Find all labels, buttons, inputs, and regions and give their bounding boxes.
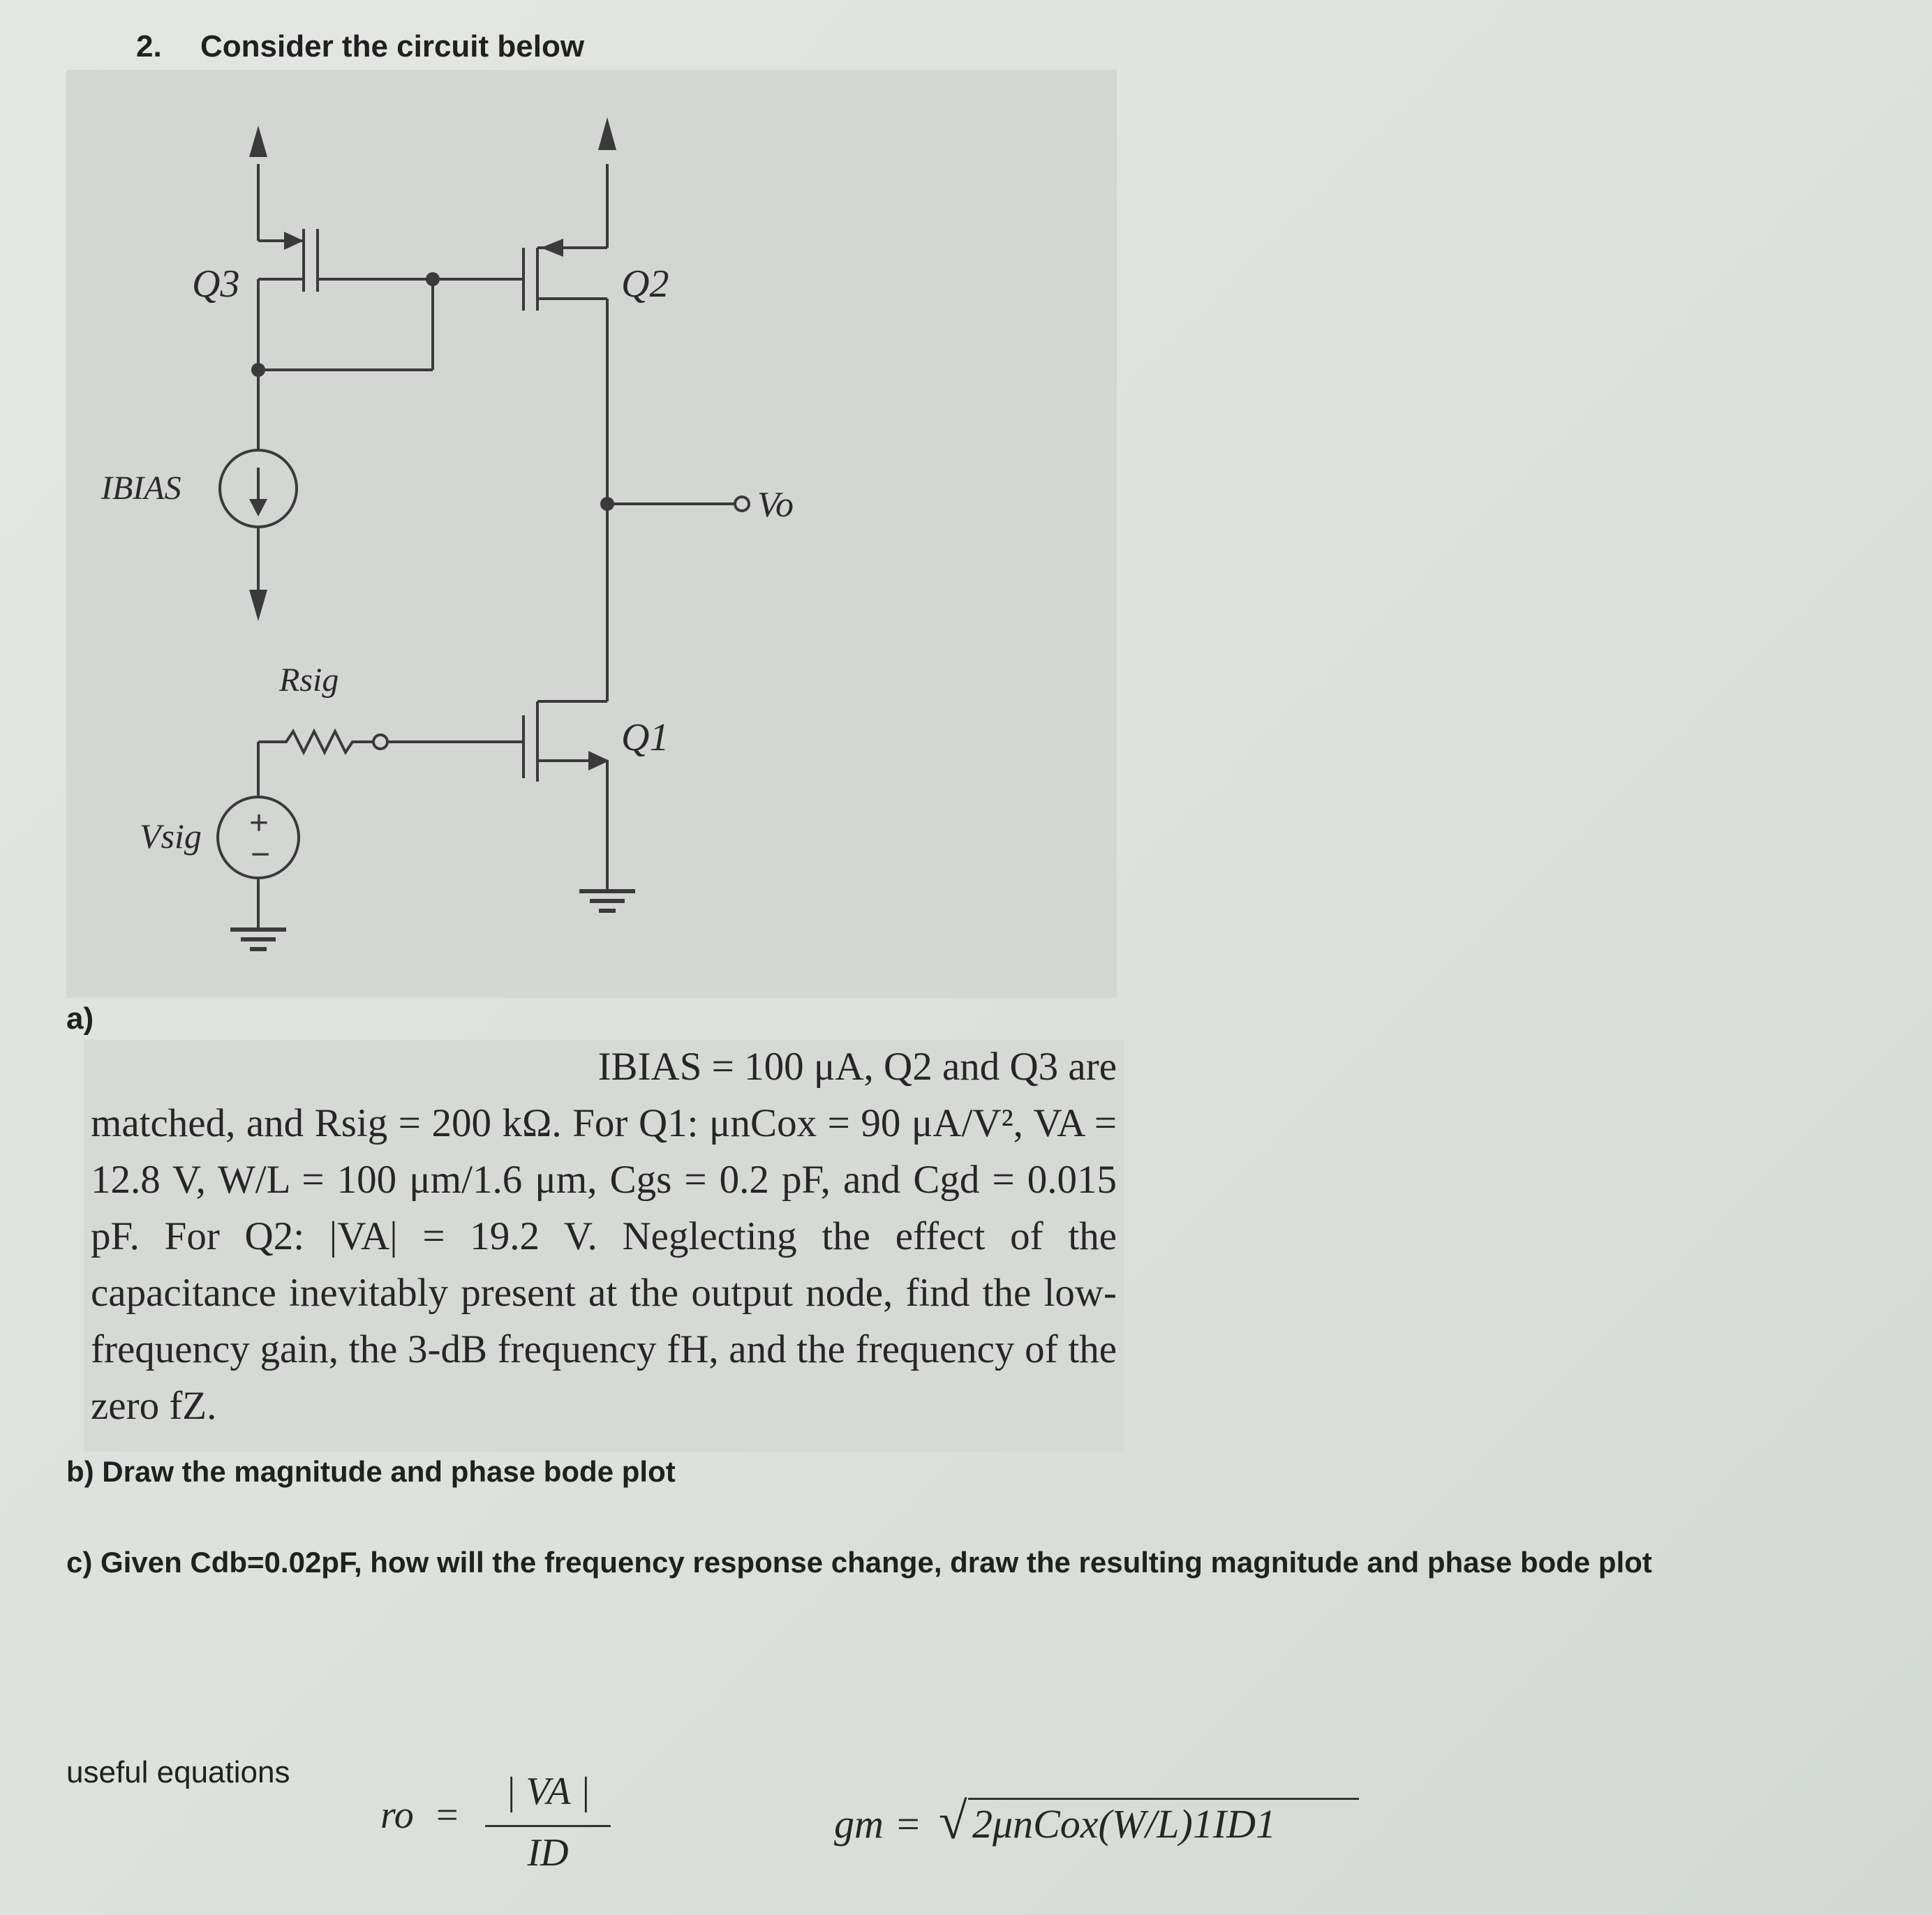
ro-denominator: ID xyxy=(527,1831,569,1875)
question-number: 2. xyxy=(136,29,162,64)
ro-numerator: | VA | xyxy=(505,1770,591,1813)
gm-equals: = xyxy=(897,1801,920,1847)
gm-equation xyxy=(834,1794,1365,1870)
circuit-figure xyxy=(66,70,1117,998)
q2-label: Q2 xyxy=(621,262,669,306)
vo-label: Vo xyxy=(757,485,794,525)
question-title: Consider the circuit below xyxy=(200,29,585,64)
ro-equals: = xyxy=(436,1794,459,1837)
question-heading xyxy=(136,29,584,64)
gm-lhs: gm xyxy=(834,1801,884,1847)
ro-equation xyxy=(380,1769,611,1881)
square-root-bar xyxy=(968,1798,1359,1800)
gm-rhs: 2μnCox(W/L)1ID1 xyxy=(972,1801,1277,1847)
ro-lhs: ro xyxy=(380,1794,414,1837)
vsig-plus-sign: + xyxy=(249,805,269,842)
part-b-prompt: b) Draw the magnitude and phase bode plot xyxy=(66,1455,676,1488)
part-a-label: a) xyxy=(66,1001,94,1036)
q1-label: Q1 xyxy=(621,716,669,759)
problem-line-2: matched, and Rsig = 200 kΩ. For Q1: μnCox = 90 μA/V², VA = 12.8 V, W/L = 100 μm/1.6 μm, Cgs = 0.2 pF, and Cgd = 0.015 pF. For Q2: |VA| = 19.2 V. Neglecting the effect of the capacitance inevitably present at the output node, find the low-frequency gain, the 3-dB frequency fH, and the frequency of the zero fZ. xyxy=(91,1101,1117,1428)
part-c-prompt: c) Given Cdb=0.02pF, how will the frequency response change, draw the resulting magnitude and phase bode plot xyxy=(66,1546,1652,1579)
rsig-label: Rsig xyxy=(279,662,339,699)
useful-equations-heading: useful equations xyxy=(66,1755,290,1789)
ro-fraction-bar xyxy=(485,1825,611,1827)
square-root-icon: √ xyxy=(939,1793,967,1850)
problem-line-1: IBIAS = 100 μA, Q2 and Q3 are xyxy=(597,1045,1117,1089)
ibias-label: IBIAS xyxy=(101,470,181,507)
vsig-label: Vsig xyxy=(140,817,202,856)
circuit-schematic xyxy=(66,70,1117,998)
problem-statement xyxy=(91,1038,1117,1434)
q3-label: Q3 xyxy=(192,262,240,306)
vsig-minus-sign: − xyxy=(251,836,271,873)
